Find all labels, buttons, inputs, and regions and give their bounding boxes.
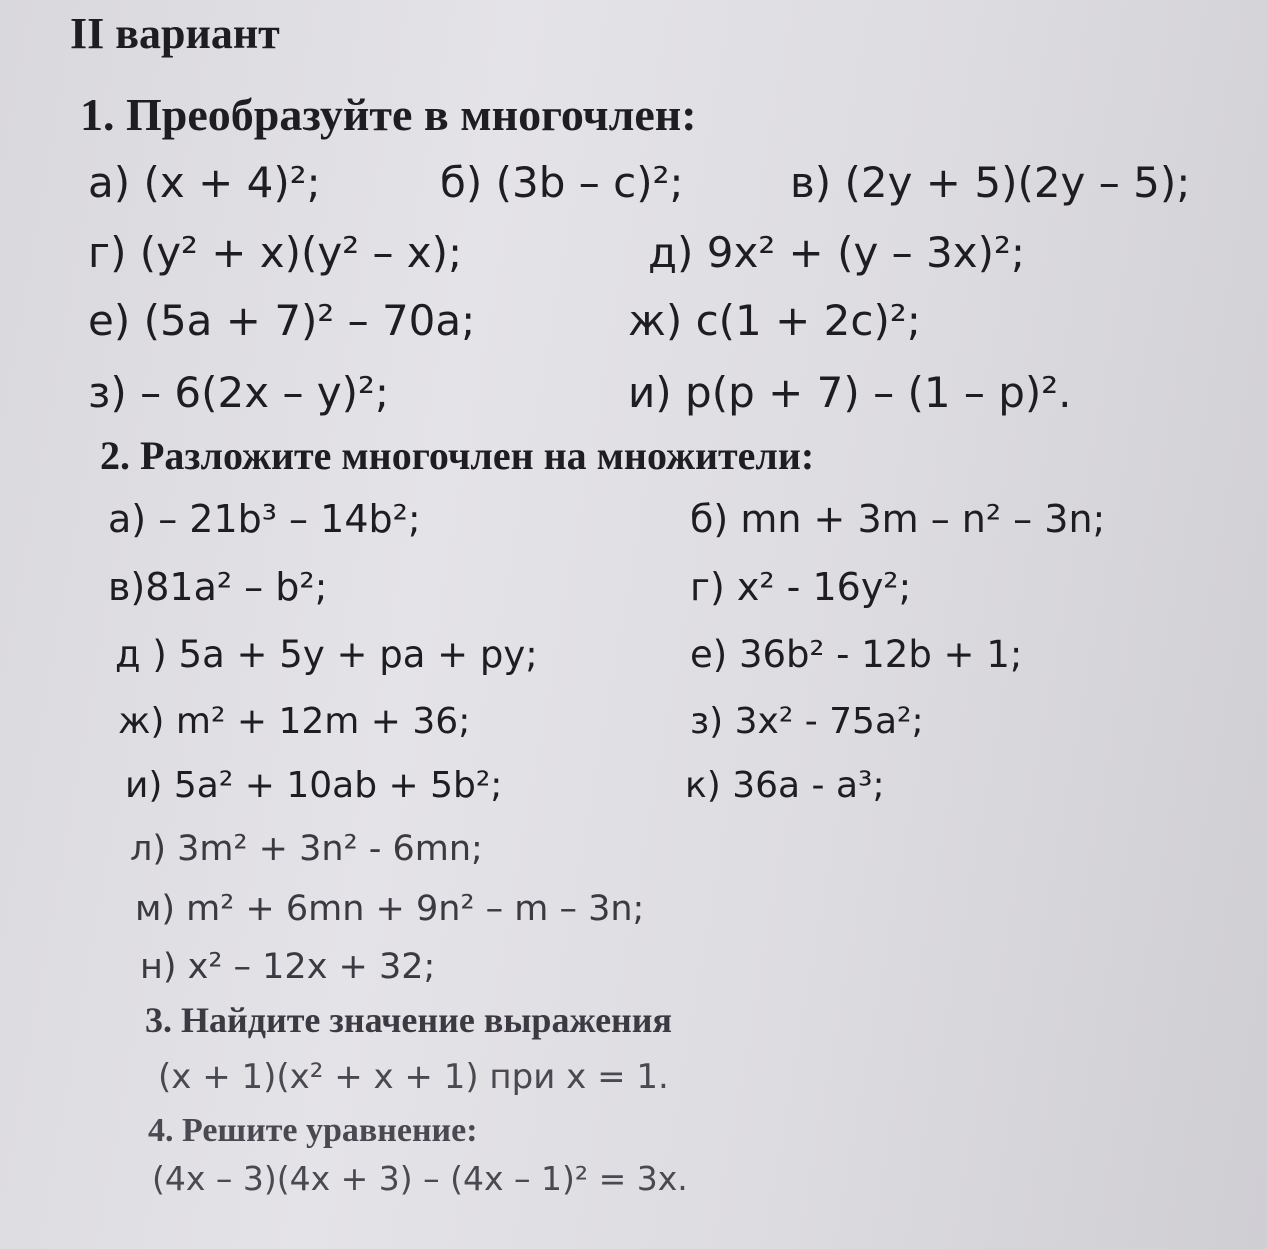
task2-item-k: к) 36a - a³; bbox=[685, 765, 885, 806]
task1-item-e: е) (5a + 7)² – 70a; bbox=[88, 296, 476, 345]
task4-equation: (4x – 3)(4x + 3) – (4x – 1)² = 3x. bbox=[152, 1159, 688, 1198]
task1-item-b: б) (3b – c)²; bbox=[440, 158, 684, 207]
task2-item-a: а) – 21b³ – 14b²; bbox=[108, 497, 421, 541]
task1-item-v: в) (2y + 5)(2y – 5); bbox=[790, 158, 1191, 207]
task2-item-g: г) x² - 16y²; bbox=[690, 565, 912, 609]
task2-item-b: б) mn + 3m – n² – 3n; bbox=[690, 497, 1106, 541]
task2-item-e: е) 36b² - 12b + 1; bbox=[690, 633, 1023, 676]
task2-item-d: д ) 5a + 5y + pa + py; bbox=[115, 633, 538, 676]
variant-title: II вариант bbox=[70, 9, 280, 58]
task2-item-z: з) 3x² - 75a²; bbox=[690, 701, 924, 742]
task2-item-m: м) m² + 6mn + 9n² – m – 3n; bbox=[135, 889, 645, 929]
task1-item-d: д) 9x² + (y – 3x)²; bbox=[648, 228, 1025, 277]
task2-item-v: в)81a² – b²; bbox=[108, 565, 328, 609]
task1-item-i: и) p(p + 7) – (1 – p)². bbox=[628, 368, 1072, 417]
task1-header: 1. Преобразуйте в многочлен: bbox=[80, 89, 697, 140]
task1-item-z: з) – 6(2x – y)²; bbox=[88, 368, 390, 417]
task2-item-l: л) 3m² + 3n² - 6mn; bbox=[130, 829, 483, 869]
task1-item-a: а) (x + 4)²; bbox=[88, 158, 321, 207]
task3-header: 3. Найдите значение выражения bbox=[145, 1000, 673, 1040]
task1-item-g: г) (y² + x)(y² – x); bbox=[88, 228, 463, 277]
task2-item-zh: ж) m² + 12m + 36; bbox=[118, 701, 471, 742]
task4-header: 4. Решите уравнение: bbox=[148, 1112, 478, 1149]
task2-item-i: и) 5a² + 10ab + 5b²; bbox=[125, 765, 503, 806]
task2-item-n: н) x² – 12x + 32; bbox=[140, 947, 436, 987]
task2-header: 2. Разложите многочлен на множители: bbox=[100, 433, 815, 478]
task1-item-zh: ж) c(1 + 2c)²; bbox=[628, 296, 921, 345]
task3-expression: (x + 1)(x² + x + 1) при x = 1. bbox=[158, 1057, 669, 1097]
